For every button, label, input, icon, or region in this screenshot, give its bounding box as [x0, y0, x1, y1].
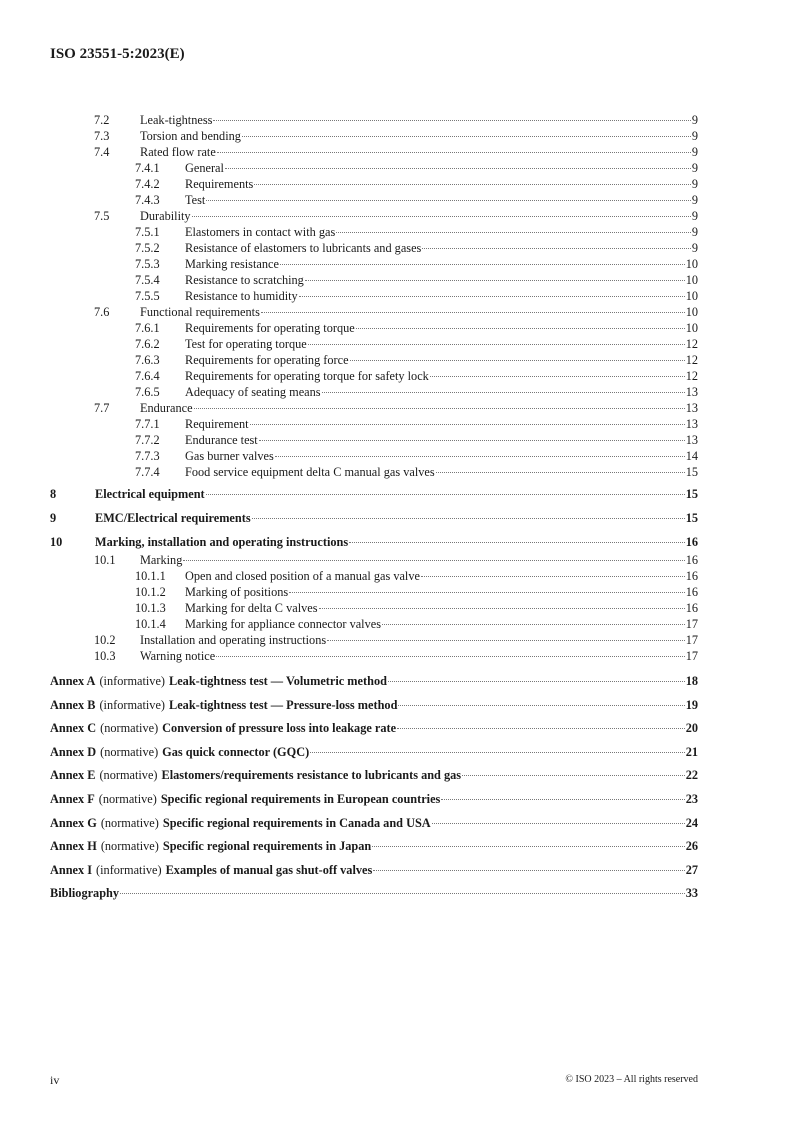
toc-entry-page: 16 — [685, 601, 698, 615]
toc-entry-title: Adequacy of seating means — [185, 385, 321, 399]
toc-entry[interactable] — [50, 464, 698, 480]
table-of-contents — [50, 112, 698, 906]
toc-entry[interactable] — [50, 112, 698, 128]
toc-entry-page: 12 — [685, 353, 698, 367]
toc-entry-title: Requirements — [185, 177, 254, 191]
annex-entry[interactable] — [50, 859, 698, 883]
dot-leader — [350, 360, 685, 361]
toc-entry-title: EMC/Electrical requirements — [95, 511, 251, 525]
toc-entry-title: Open and closed position of a manual gas valve — [185, 569, 420, 583]
annex-title: Specific regional requirements in Canada and USA — [162, 815, 431, 830]
toc-entry-page: 9 — [691, 241, 698, 255]
annex-page: 23 — [685, 791, 698, 806]
toc-entry-number: 10.1.3 — [135, 601, 166, 615]
annex-label: Annex D — [50, 744, 97, 759]
toc-entry-title: Gas burner valves — [185, 449, 274, 463]
toc-entry[interactable] — [50, 632, 698, 648]
annex-type: (normative) — [100, 721, 159, 736]
dot-leader — [183, 560, 684, 561]
toc-entry-page: 12 — [685, 369, 698, 383]
dot-leader — [225, 168, 691, 169]
toc-entry-title: Installation and operating instructions — [140, 633, 327, 647]
dot-leader — [436, 472, 685, 473]
bibliography-page: 33 — [685, 886, 698, 901]
annex-title: Conversion of pressure loss into leakage rate — [162, 721, 397, 736]
dot-leader — [462, 775, 685, 776]
toc-entry[interactable] — [50, 304, 698, 320]
annex-page: 27 — [685, 862, 698, 877]
dot-leader — [432, 823, 685, 824]
toc-entry-page: 10 — [685, 273, 698, 287]
toc-entry-page: 16 — [685, 585, 698, 599]
toc-entry[interactable] — [50, 432, 698, 448]
toc-entry-page: 13 — [685, 417, 698, 431]
bibliography-title: Bibliography — [50, 886, 120, 901]
toc-entry-title: Requirement — [185, 417, 249, 431]
toc-entry-title: Food service equipment delta C manual gas valves — [185, 465, 435, 479]
toc-entry-page: 10 — [685, 305, 698, 319]
toc-entry-number: 7.7 — [94, 401, 110, 415]
toc-entry-page: 14 — [685, 449, 698, 463]
annex-label: Annex B — [50, 697, 96, 712]
annex-page: 22 — [685, 768, 698, 783]
dot-leader — [192, 216, 691, 217]
annex-type: (informative) — [99, 674, 166, 688]
dot-leader — [382, 624, 685, 625]
toc-entry[interactable] — [50, 416, 698, 432]
dot-leader — [213, 120, 690, 121]
dot-leader — [430, 376, 685, 377]
toc-entry-title: Requirements for operating torque for safety lock — [185, 369, 429, 383]
dot-leader — [422, 248, 691, 249]
dot-leader — [336, 232, 691, 233]
toc-entry-page: 9 — [691, 209, 698, 223]
toc-entry-number: 7.4.1 — [135, 161, 160, 175]
dot-leader — [254, 184, 691, 185]
annex-title: Elastomers/requirements resistance to lubricants and gas — [161, 768, 462, 783]
dot-leader — [388, 681, 685, 682]
toc-entry-number: 10.3 — [94, 649, 116, 663]
toc-entry[interactable] — [50, 208, 698, 224]
annex-entry[interactable] — [50, 788, 698, 812]
annex-label: Annex F — [50, 791, 95, 806]
toc-entry-title: Marking — [140, 553, 183, 567]
dot-leader — [356, 328, 685, 329]
dot-leader — [280, 264, 685, 265]
toc-entry-number: 7.2 — [94, 113, 110, 127]
dot-leader — [259, 440, 685, 441]
dot-leader — [397, 728, 685, 729]
toc-entry-title: Requirements for operating torque — [185, 321, 355, 335]
annex-label: Annex I — [50, 862, 93, 877]
annex-type: (normative) — [100, 744, 159, 759]
dot-leader — [373, 870, 684, 871]
dot-leader — [398, 705, 684, 706]
toc-entry[interactable] — [50, 600, 698, 616]
dot-leader — [308, 344, 685, 345]
toc-entry-page: 15 — [685, 487, 698, 501]
toc-entry-page: 12 — [685, 337, 698, 351]
annex-page: 20 — [685, 721, 698, 736]
annex-page: 24 — [685, 815, 698, 830]
annex-entry[interactable] — [50, 694, 698, 718]
annex-title: Gas quick connector (GQC) — [162, 744, 310, 759]
toc-entry-page: 13 — [685, 433, 698, 447]
dot-leader — [289, 592, 685, 593]
toc-entry[interactable] — [50, 240, 698, 256]
toc-entry-title: Resistance to scratching — [185, 273, 304, 287]
toc-entry-title: Durability — [140, 209, 191, 223]
toc-entry-title: Endurance — [140, 401, 193, 415]
annex-title: Leak-tightness test — Volumetric method — [169, 674, 387, 688]
page-number: iv — [50, 1073, 60, 1087]
toc-entry-page: 9 — [691, 193, 698, 207]
toc-entry[interactable] — [50, 192, 698, 208]
toc-entry-page: 13 — [685, 385, 698, 399]
toc-entry[interactable] — [50, 128, 698, 144]
toc-entry[interactable] — [50, 144, 698, 160]
toc-entry-title: Resistance to humidity — [185, 289, 298, 303]
dot-leader — [217, 152, 691, 153]
dot-leader — [250, 424, 685, 425]
annex-label: Annex E — [50, 768, 96, 783]
toc-entry-number: 7.7.3 — [135, 449, 160, 463]
toc-entry-number: 7.7.2 — [135, 433, 160, 447]
annex-type: (normative) — [100, 839, 159, 854]
annex-type: (informative) — [96, 862, 162, 877]
toc-entry-title: Rated flow rate — [140, 145, 216, 159]
annex-page: 21 — [685, 744, 698, 759]
toc-entry-title: Endurance test — [185, 433, 258, 447]
toc-entry-number: 7.7.1 — [135, 417, 160, 431]
dot-leader — [327, 640, 685, 641]
toc-entry-title: Marking for appliance connector valves — [185, 617, 381, 631]
bibliography-entry[interactable] — [50, 882, 698, 906]
annex-entry[interactable] — [50, 670, 698, 694]
annex-type: (normative) — [100, 815, 159, 830]
document-id-header: ISO 23551-5:2023(E) — [50, 46, 185, 62]
copyright-notice: © ISO 2023 – All rights reserved — [565, 1074, 698, 1085]
toc-entry-page: 15 — [685, 511, 698, 525]
toc-entry-page: 15 — [685, 465, 698, 479]
toc-entry-page: 16 — [685, 535, 698, 549]
dot-leader — [252, 518, 685, 519]
toc-entry-page: 9 — [691, 145, 698, 159]
toc-entry-number: 7.4.3 — [135, 193, 160, 207]
annex-label: Annex C — [50, 721, 97, 736]
toc-entry-number: 10.2 — [94, 633, 116, 647]
toc-entry-page: 9 — [691, 129, 698, 143]
annex-entry[interactable] — [50, 741, 698, 765]
toc-entry[interactable] — [50, 486, 698, 504]
toc-entry-title: Warning notice — [140, 649, 216, 663]
toc-entry[interactable] — [50, 336, 698, 352]
dot-leader — [299, 296, 685, 297]
toc-entry[interactable] — [50, 648, 698, 664]
toc-entry-number: 7.6.4 — [135, 369, 160, 383]
toc-entry-title: General — [185, 161, 224, 175]
toc-entry-number: 10.1 — [94, 553, 116, 567]
toc-entry-title: Marking of positions — [185, 585, 289, 599]
dot-leader — [305, 280, 685, 281]
toc-entry-number: 7.5.4 — [135, 273, 160, 287]
toc-entry-number: 7.5.5 — [135, 289, 160, 303]
toc-entry-number: 7.6.1 — [135, 321, 160, 335]
annex-title: Specific regional requirements in Japan — [162, 839, 372, 854]
toc-entry[interactable] — [50, 510, 698, 528]
toc-entry-number: 7.7.4 — [135, 465, 160, 479]
toc-entry-number: 10.1.2 — [135, 585, 166, 599]
annex-title: Leak-tightness test — Pressure-loss method — [169, 697, 398, 712]
toc-entry[interactable] — [50, 272, 698, 288]
dot-leader — [206, 200, 691, 201]
toc-entry[interactable] — [50, 584, 698, 600]
toc-entry-number: 7.3 — [94, 129, 110, 143]
toc-entry-page: 10 — [685, 321, 698, 335]
annex-type: (normative) — [98, 791, 157, 806]
toc-entry-title: Marking for delta C valves — [185, 601, 318, 615]
toc-entry-title: Test — [185, 193, 206, 207]
toc-entry-number: 7.5.1 — [135, 225, 160, 239]
annex-page: 18 — [685, 674, 698, 688]
dot-leader — [441, 799, 684, 800]
toc-entry-number: 7.6 — [94, 305, 110, 319]
toc-entry-number: 9 — [50, 511, 57, 525]
toc-entry-number: 7.6.3 — [135, 353, 160, 367]
toc-entry[interactable] — [50, 384, 698, 400]
dot-leader — [275, 456, 685, 457]
toc-entry-page: 9 — [691, 177, 698, 191]
toc-entry[interactable] — [50, 568, 698, 584]
toc-entry-title: Resistance of elastomers to lubricants and gases — [185, 241, 422, 255]
toc-entry[interactable] — [50, 256, 698, 272]
dot-leader — [421, 576, 685, 577]
toc-entry-number: 10.1.4 — [135, 617, 166, 631]
annex-type: (informative) — [99, 697, 166, 712]
toc-entry[interactable] — [50, 320, 698, 336]
toc-entry-page: 17 — [685, 649, 698, 663]
toc-entry[interactable] — [50, 448, 698, 464]
toc-entry-page: 17 — [685, 633, 698, 647]
annex-entry[interactable] — [50, 764, 698, 788]
toc-entry-title: Elastomers in contact with gas — [185, 225, 336, 239]
toc-entry-page: 16 — [685, 553, 698, 567]
dot-leader — [206, 494, 685, 495]
toc-entry[interactable] — [50, 534, 698, 552]
annex-label: Annex A — [50, 674, 96, 688]
toc-entry-number: 7.5 — [94, 209, 110, 223]
toc-entry[interactable] — [50, 400, 698, 416]
toc-entry-title: Test for operating torque — [185, 337, 307, 351]
dot-leader — [349, 542, 685, 543]
toc-entry[interactable] — [50, 616, 698, 632]
toc-entry-number: 7.6.5 — [135, 385, 160, 399]
toc-entry-number: 7.4.2 — [135, 177, 160, 191]
annex-title: Specific regional requirements in European countries — [160, 791, 441, 806]
toc-entry-page: 9 — [691, 113, 698, 127]
toc-entry-page: 17 — [685, 617, 698, 631]
dot-leader — [322, 392, 685, 393]
toc-entry-page: 9 — [691, 161, 698, 175]
toc-entry-page: 9 — [691, 225, 698, 239]
dot-leader — [120, 893, 685, 894]
toc-entry-number: 7.6.2 — [135, 337, 160, 351]
annex-label: Annex G — [50, 815, 97, 830]
dot-leader — [242, 136, 691, 137]
annex-label: Annex H — [50, 839, 97, 854]
toc-entry-page: 13 — [685, 401, 698, 415]
toc-entry-title: Leak-tightness — [140, 113, 213, 127]
toc-entry-page: 10 — [685, 257, 698, 271]
toc-entry-page: 16 — [685, 569, 698, 583]
annex-entry[interactable] — [50, 717, 698, 741]
toc-entry[interactable] — [50, 288, 698, 304]
annex-page: 26 — [685, 839, 698, 854]
annex-type: (normative) — [99, 768, 158, 783]
toc-entry-number: 10 — [50, 535, 63, 549]
toc-entry-number: 10.1.1 — [135, 569, 166, 583]
toc-entry-number: 7.4 — [94, 145, 110, 159]
toc-entry-title: Electrical equipment — [95, 487, 205, 501]
toc-entry-title: Requirements for operating force — [185, 353, 349, 367]
dot-leader — [194, 408, 685, 409]
toc-entry-page: 10 — [685, 289, 698, 303]
toc-entry-title: Marking, installation and operating instructions — [95, 535, 349, 549]
toc-entry[interactable] — [50, 176, 698, 192]
dot-leader — [372, 846, 684, 847]
toc-entry[interactable] — [50, 160, 698, 176]
toc-entry[interactable] — [50, 224, 698, 240]
annex-entry[interactable] — [50, 812, 698, 836]
toc-entry-number: 8 — [50, 487, 57, 501]
annex-entry[interactable] — [50, 835, 698, 859]
toc-entry-number: 7.5.3 — [135, 257, 160, 271]
toc-entry[interactable] — [50, 552, 698, 568]
toc-entry[interactable] — [50, 368, 698, 384]
dot-leader — [310, 752, 685, 753]
dot-leader — [261, 312, 685, 313]
annex-title: Examples of manual gas shut-off valves — [165, 862, 373, 877]
annex-page: 19 — [685, 697, 698, 712]
dot-leader — [319, 608, 685, 609]
toc-entry-number: 7.5.2 — [135, 241, 160, 255]
toc-entry-title: Functional requirements — [140, 305, 260, 319]
dot-leader — [216, 656, 685, 657]
toc-entry[interactable] — [50, 352, 698, 368]
toc-entry-title: Marking resistance — [185, 257, 279, 271]
toc-entry-title: Torsion and bending — [140, 129, 241, 143]
